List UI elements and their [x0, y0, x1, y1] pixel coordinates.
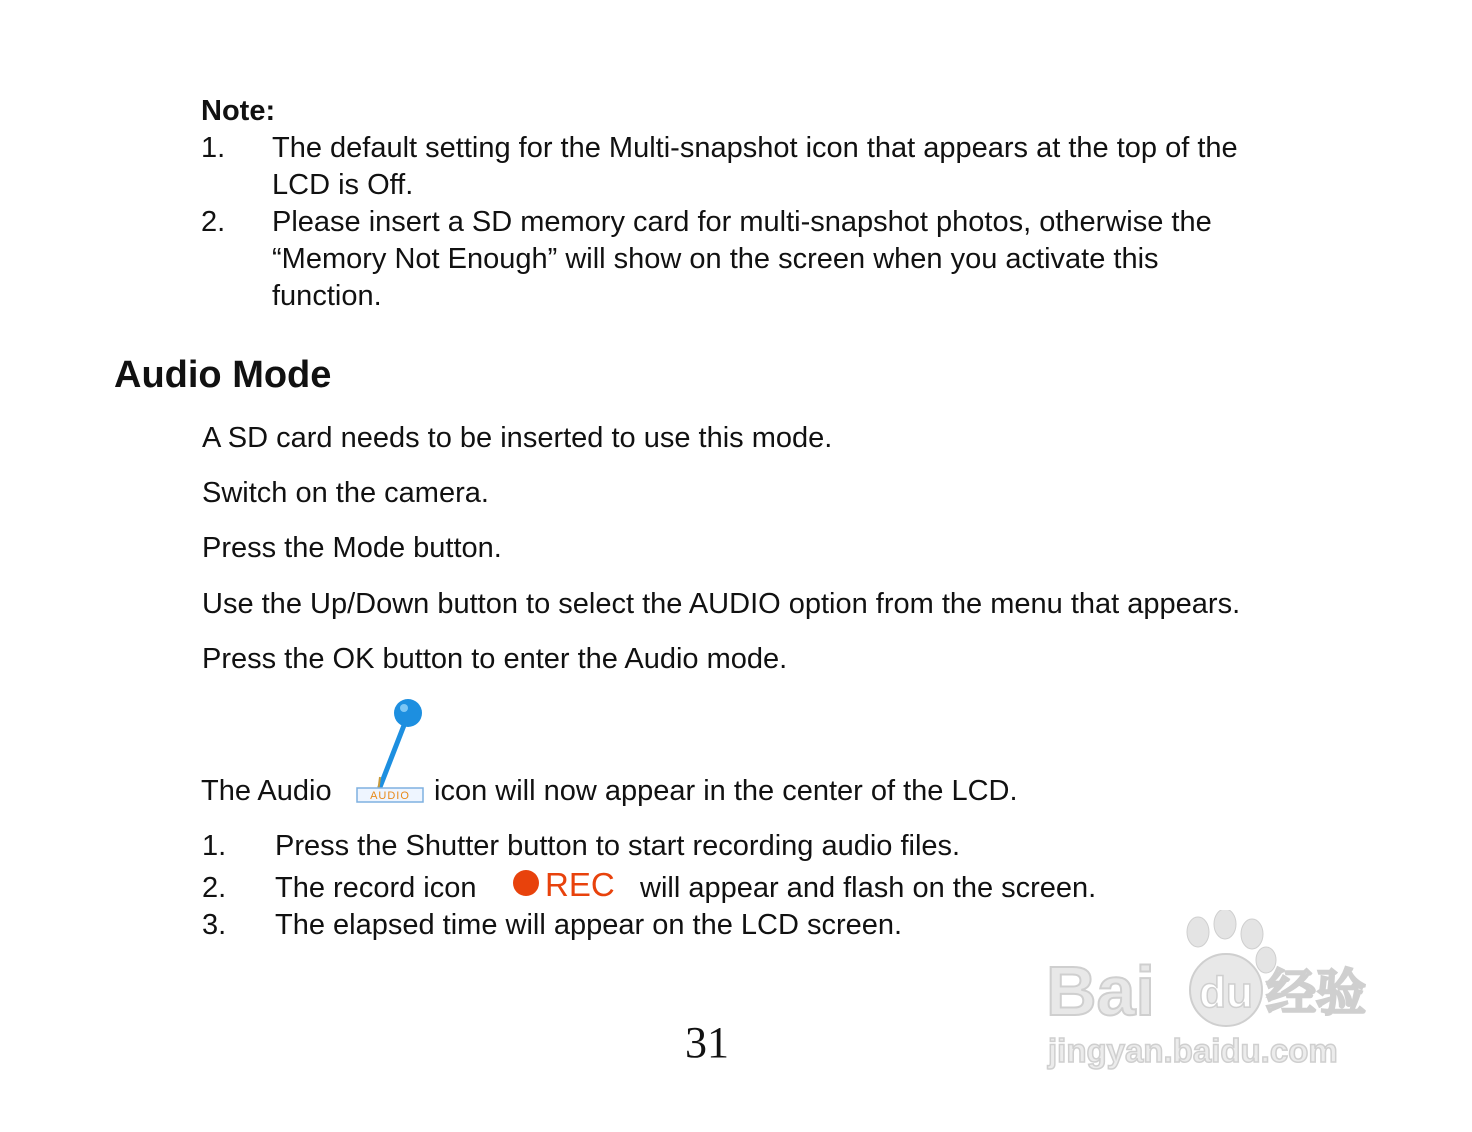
watermark-brand: Bai: [1046, 952, 1155, 1030]
step-text: Press the Shutter button to start recording audio files.: [275, 830, 961, 862]
paragraph: Switch on the camera.: [202, 477, 489, 509]
paragraph: Press the Mode button.: [202, 532, 502, 564]
note-item-line: Please insert a SD memory card for multi-snapshot photos, otherwise the: [272, 206, 1212, 238]
page-number: 31: [685, 1018, 729, 1067]
audio-line-after: icon will now appear in the center of the LCD.: [434, 775, 1018, 807]
audio-line-before: The Audio: [201, 775, 332, 807]
section-heading: Audio Mode: [114, 354, 332, 396]
rec-icon-label: REC: [545, 866, 615, 902]
note-item-line: The default setting for the Multi-snapshot icon that appears at the top of the: [272, 132, 1238, 164]
step-text-after: will appear and flash on the screen.: [640, 872, 1097, 904]
step-number: 3.: [202, 909, 227, 941]
step-number: 2.: [202, 872, 227, 904]
note-item-line: LCD is Off.: [272, 169, 414, 201]
paragraph: Press the OK button to enter the Audio mode.: [202, 643, 788, 675]
paragraph: A SD card needs to be inserted to use this mode.: [202, 422, 833, 454]
note-item-number: 2.: [201, 206, 226, 238]
record-icon: [509, 866, 627, 902]
baidu-watermark-logo: [1040, 910, 1385, 1080]
note-item-number: 1.: [201, 132, 226, 164]
note-item-line: function.: [272, 280, 382, 312]
step-text-before: The record icon: [275, 872, 477, 904]
audio-icon-label: AUDIO: [370, 790, 410, 802]
microphone-icon: [354, 695, 426, 807]
watermark-brand-du: du: [1199, 968, 1253, 1017]
step-text: The elapsed time will appear on the LCD screen.: [275, 909, 903, 941]
note-title: Note:: [201, 95, 276, 127]
watermark-chinese: 经验: [1266, 964, 1366, 1022]
paragraph: Use the Up/Down button to select the AUDIO option from the menu that appears.: [202, 588, 1241, 620]
step-number: 1.: [202, 830, 227, 862]
note-item-line: “Memory Not Enough” will show on the screen when you activate this: [272, 243, 1159, 275]
watermark-url: jingyan.baidu.com: [1048, 1032, 1338, 1069]
